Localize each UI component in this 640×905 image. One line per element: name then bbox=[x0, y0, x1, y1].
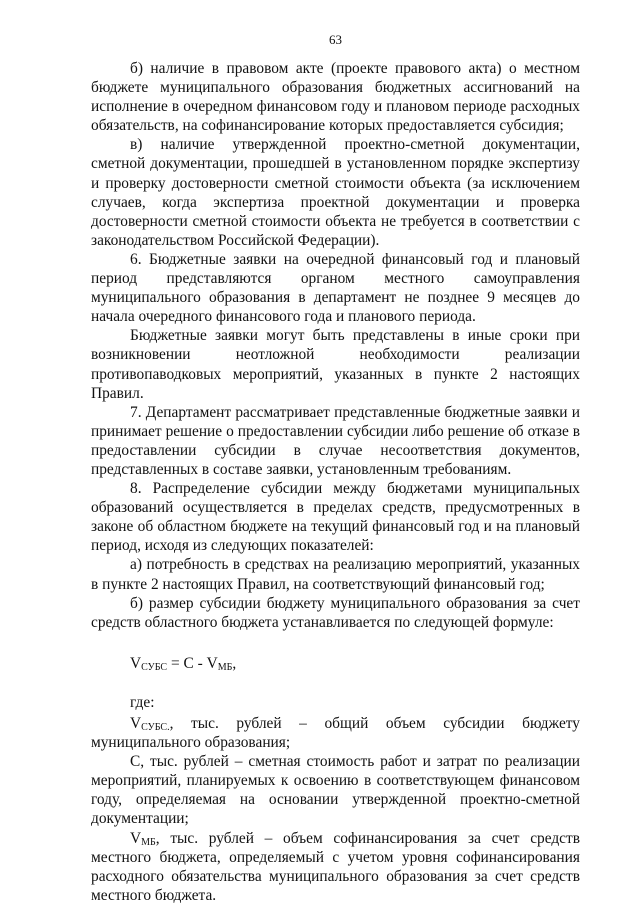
definition-v-mb-text: , тыс. рублей – объем софинансирования за счет средств местного бюджета, определяемый с учетом уровня софинансирования расходного обязательства муниципального образования за счет средств местного бюджета. bbox=[91, 829, 580, 904]
definition-v-mb-symbol: V bbox=[130, 829, 142, 847]
formula-subs-subscript: СУБС bbox=[141, 661, 168, 673]
definition-v-mb bbox=[91, 829, 580, 905]
paragraph-item-b-budget-act: б) наличие в правовом акте (проекте правового акта) о местном бюджете муниципального образования бюджетных ассигнований на исполнение в очередном финансовом году и плановом периоде расходных обязательств, на софинансирование которых предоставляется субсидия; bbox=[91, 60, 580, 135]
definition-v-subs-text: , тыс. рублей – общий объем субсидии бюджету муниципального образования; bbox=[91, 715, 580, 752]
formula-middle: = С - bbox=[167, 654, 207, 672]
formula-v-mb-symbol: V bbox=[206, 654, 218, 672]
definition-v-subs bbox=[91, 714, 580, 752]
formula-end: , bbox=[232, 654, 237, 672]
definition-subs-subscript: СУБС. bbox=[141, 722, 170, 733]
paragraph-item-v-design-documentation: в) наличие утвержденной проектно-сметной документации, сметной документации, прошедшей в установленном порядке экспертизу и проверку достоверности сметной стоимости объекта (за исключением случаев, когда экспертиза проектной документации и проверка достоверности сметной стоимости объекта не требуется в соответствии с законодательством Российской Федерации). bbox=[91, 136, 580, 249]
document-page bbox=[91, 32, 580, 905]
definition-v-symbol: V bbox=[130, 715, 142, 732]
paragraph-item-b-subsidy-size: б) размер субсидии бюджету муниципального образования за счет средств областного бюджета устанавливается по следующей формуле: bbox=[91, 594, 580, 631]
paragraph-7-department-review: 7. Департамент рассматривает представленные бюджетные заявки и принимает решение о предоставлении субсидии либо решение об отказе в предоставлении субсидии в случае несоответствия документов, представленных в составе заявки, установленным требованиям. bbox=[91, 403, 580, 478]
paragraph-8-subsidy-distribution: 8. Распределение субсидии между бюджетами муниципальных образований осуществляется в пределах средств, предусмотренных в законе об областном бюджете на текущий финансовый год и на плановый период, исходя из следующих показателей: bbox=[91, 480, 580, 555]
paragraph-6-budget-applications: 6. Бюджетные заявки на очередной финансовый год и плановый период представляются органом местного самоуправления муниципального образования в департамент не позднее 9 месяцев до начала очередного финансового года и планового периода. bbox=[91, 250, 580, 326]
paragraph-other-deadlines: Бюджетные заявки могут быть представлены в иные сроки при возникновении неотложной необходимости реализации противопаводковых мероприятий, указанных в пункте 2 настоящих Правил. bbox=[91, 327, 580, 402]
definition-c: С, тыс. рублей – сметная стоимость работ и затрат по реализации мероприятий, планируемых к освоению в соответствующем финансовом году, определяемая на основании утвержденной проектно-сметной документации; bbox=[91, 753, 580, 828]
definition-mb-subscript: МБ bbox=[141, 836, 156, 848]
paragraph-item-a-need: а) потребность в средствах на реализацию мероприятий, указанных в пункте 2 настоящих Правил, на соответствующий финансовый год; bbox=[91, 556, 580, 593]
page-number: 63 bbox=[329, 32, 342, 47]
formula-mb-subscript: МБ bbox=[217, 661, 233, 673]
where-label: где: bbox=[130, 693, 155, 711]
formula-v-symbol: V bbox=[130, 654, 142, 672]
subsidy-formula bbox=[91, 654, 580, 673]
